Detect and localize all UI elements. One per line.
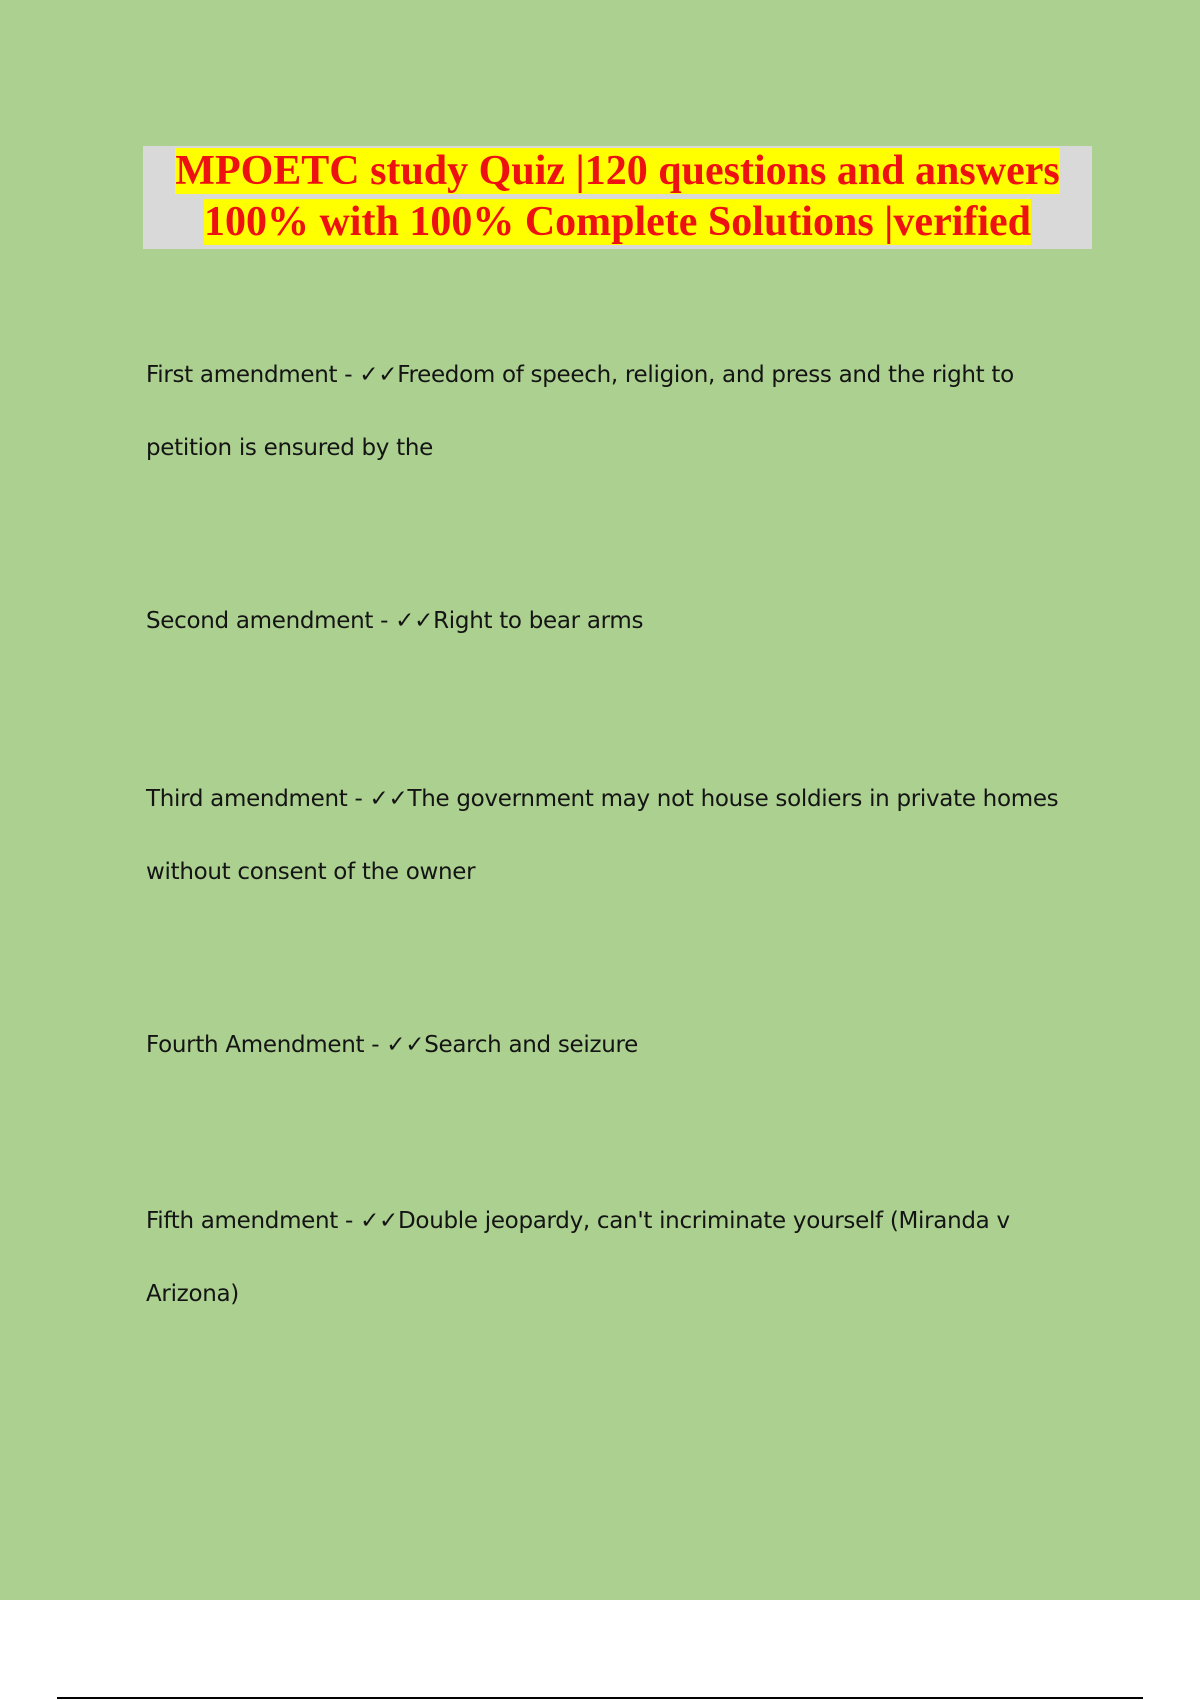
entry-answer: Search and seizure [424, 1032, 639, 1058]
entry-term: Fifth amendment [146, 1208, 339, 1234]
entry-term: First amendment [146, 362, 338, 388]
entry-separator: - [364, 1032, 387, 1058]
entry-answer: Double jeopardy, can't incriminate yourself (Miranda v Arizona) [146, 1208, 1010, 1307]
double-check-icon: ✓✓ [386, 1032, 425, 1058]
entry-term: Second amendment [146, 608, 374, 634]
double-check-icon: ✓✓ [360, 1208, 399, 1234]
double-check-icon: ✓✓ [395, 608, 434, 634]
entry-answer: The government may not house soldiers in private homes without consent of the owner [146, 786, 1059, 885]
entry-term: Fourth Amendment [146, 1032, 365, 1058]
title-line-1: MPOETC study Quiz |120 questions and answers [175, 148, 1060, 194]
entry-fourth-amendment [146, 1009, 1086, 1082]
document-title [143, 146, 1092, 248]
entry-term: Third amendment [146, 786, 348, 812]
entry-answer: Right to bear arms [433, 608, 644, 634]
entry-separator: - [338, 1208, 361, 1234]
double-check-icon: ✓✓ [369, 786, 408, 812]
entry-separator: - [373, 608, 396, 634]
entry-first-amendment [146, 339, 1086, 485]
entry-fifth-amendment [146, 1185, 1086, 1331]
double-check-icon: ✓✓ [359, 362, 398, 388]
entry-third-amendment [146, 763, 1086, 909]
title-line-2: 100% with 100% Complete Solutions |verified [203, 199, 1032, 245]
entry-answer: Freedom of speech, religion, and press and the right to petition is ensured by the [146, 362, 1014, 461]
entry-separator: - [347, 786, 370, 812]
entry-separator: - [337, 362, 360, 388]
entry-second-amendment [146, 585, 1086, 658]
footer-divider [57, 1697, 1143, 1699]
